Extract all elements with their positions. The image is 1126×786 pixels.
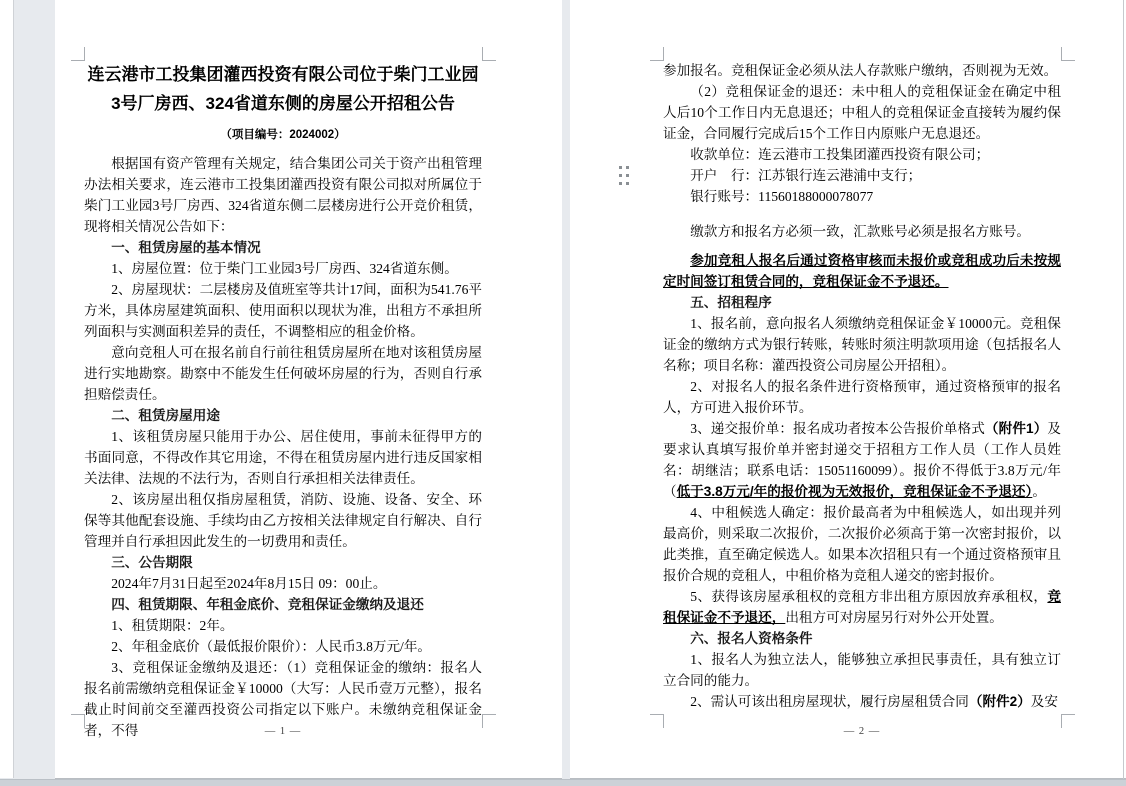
text-run: 六、报名人资格条件 <box>690 631 813 646</box>
text-run: 1、报名人为独立法人，能够独立承担民事责任，具有独立订立合同的能力。 <box>663 652 1061 688</box>
text-run: 缴款方和报名方必须一致，汇款账号必须是报名方账号。 <box>690 224 1031 239</box>
paragraph[interactable] <box>663 186 1061 207</box>
paragraph[interactable] <box>84 258 482 279</box>
margin-corner-mark <box>650 47 664 61</box>
paragraph[interactable] <box>663 502 1061 586</box>
margin-corner-mark <box>71 47 85 61</box>
text-run: 5、获得该房屋承租权的竞租方非出租方原因放弃承租权， <box>690 589 1048 604</box>
paragraph[interactable] <box>84 636 482 657</box>
text-run: 及安 <box>1030 694 1058 709</box>
text-run: 1、该租赁房屋只能用于办公、居住使用，事前未征得甲方的书面同意，不得改作其它用途，不得在租赁房屋内进行违反国家相关法律、法规的不法行为，否则自行承担相关法律责任。 <box>84 429 482 486</box>
text-run: （项目编号：2024002） <box>220 129 346 141</box>
document-page-1 <box>55 0 562 779</box>
margin-corner-mark <box>1061 47 1075 61</box>
paragraph[interactable] <box>663 60 1061 81</box>
paragraph[interactable] <box>663 418 1061 502</box>
collapsed-pane-edge <box>0 0 14 778</box>
text-run: 2、对报名人的报名条件进行资格预审，通过资格预审的报名人，方可进入报价环节。 <box>663 379 1061 415</box>
text-run: 3、递交报价单：报名成功者按本公告报价单格式 <box>690 421 985 436</box>
text-run: 参加竞租人报名后通过资格审核而未报价或竞租成功后未按规定时间签订租赁合同的，竞租保证金不予退还。 <box>663 253 1061 289</box>
paragraph[interactable] <box>663 81 1061 144</box>
text-run: 收款单位：连云港市工投集团灌西投资有限公司； <box>690 147 990 162</box>
text-run: 竞租保证金不予退还， <box>663 589 1061 625</box>
text-run: 参加报名。竞租保证金必须从法人存款账户缴纳，否则视为无效。 <box>663 63 1058 78</box>
text-run: 开户 行：江苏银行连云港浦中支行； <box>690 168 922 183</box>
text-run: 低于3.8万元/年的报价视为无效报价，竞租保证金不予退还） <box>676 484 1033 499</box>
paragraph[interactable] <box>84 405 482 426</box>
paragraph[interactable] <box>84 594 482 615</box>
paragraph[interactable] <box>663 649 1061 691</box>
paragraph[interactable] <box>84 127 482 143</box>
text-run: （附件1） <box>984 421 1048 436</box>
text-run: 五、招租程序 <box>690 295 772 310</box>
text-run: 1、报名前，意向报名人须缴纳竞租保证金￥10000元。竞租保证金的缴纳方式为银行转账，转账时须注明款项用途（包括报名人名称；项目名称：灌西投资公司房屋公开招租）。 <box>663 316 1061 373</box>
paragraph[interactable] <box>84 552 482 573</box>
text-run: 三、公告期限 <box>111 555 193 570</box>
paragraph[interactable] <box>84 615 482 636</box>
text-run: 1、租赁期限：2年。 <box>111 618 234 633</box>
window-border <box>1123 0 1124 779</box>
page-content[interactable] <box>84 58 482 741</box>
margin-corner-mark <box>71 714 85 728</box>
text-run: 四、租赁期限、年租金底价、竞租保证金缴纳及退还 <box>111 597 424 612</box>
paragraph[interactable] <box>84 426 482 489</box>
margin-corner-mark <box>482 714 496 728</box>
paragraph[interactable] <box>84 279 482 342</box>
text-run: 3、竞租保证金缴纳及退还：（1）竞租保证金的缴纳：报名人报名前需缴纳竞租保证金￥10000（大写：人民币壹万元整），报名截止时间前交至灌西投资公司指定以下账户。未缴纳竞租保证金者，不得 <box>84 660 482 738</box>
paragraph[interactable] <box>84 342 482 405</box>
page-number: — 2 — <box>843 726 881 737</box>
drag-handle-icon[interactable] <box>619 166 629 185</box>
text-run: （2）竞租保证金的退还：未中租人的竞租保证金在确定中租人后10个工作日内无息退还；中租人的竞租保证金直接转为履约保证金，合同履行完成后15个工作日内原账户无息退还。 <box>663 84 1061 141</box>
text-run: 出租方可对房屋另行对外公开处置。 <box>785 610 1003 625</box>
paragraph[interactable] <box>84 573 482 594</box>
text-run: 2、需认可该出租房屋现状，履行房屋租赁合同 <box>690 694 969 709</box>
text-run: 根据国有资产管理有关规定，结合集团公司关于资产出租管理办法相关要求，连云港市工投集团灌西投资有限公司拟对所属位于柴门工业园3号厂房西、324省道东侧二层楼房进行公开竞价租赁，现将相关情况公告如下： <box>84 156 482 234</box>
paragraph[interactable] <box>663 292 1061 313</box>
paragraph[interactable] <box>663 250 1061 292</box>
paragraph[interactable] <box>663 376 1061 418</box>
paragraph[interactable] <box>663 691 1061 712</box>
margin-corner-mark <box>1061 714 1075 728</box>
text-run: 及要求认真填写报价单并密封递交于招租方工作人员（工作人员姓名：胡继洁；联系电话：15051160099）。报价不得低于3.8万元/年（ <box>663 421 1062 499</box>
text-run: 2、年租金底价（最低报价限价）：人民币3.8万元/年。 <box>111 639 432 654</box>
paragraph[interactable] <box>663 221 1061 242</box>
paragraph[interactable] <box>84 153 482 237</box>
text-run: 。 <box>1032 484 1046 499</box>
paragraph[interactable] <box>84 237 482 258</box>
paragraph[interactable] <box>84 489 482 552</box>
paragraph[interactable] <box>663 313 1061 376</box>
paragraph[interactable] <box>663 165 1061 186</box>
margin-corner-mark <box>650 714 664 728</box>
text-run: 2024年7月31日起至2024年8月15日 09：00止。 <box>111 576 387 591</box>
paragraph[interactable] <box>663 628 1061 649</box>
text-run: 银行账号：11560188000078077 <box>690 189 874 204</box>
margin-corner-mark <box>482 47 496 61</box>
text-run: 一、租赁房屋的基本情况 <box>111 240 261 255</box>
text-run: 意向竞租人可在报名前自行前往租赁房屋所在地对该租赁房屋进行实地勘察。勘察中不能发生任何破坏房屋的行为，否则自行承担赔偿责任。 <box>84 345 482 402</box>
paragraph[interactable] <box>663 144 1061 165</box>
paragraph[interactable] <box>663 586 1061 628</box>
page-content[interactable] <box>663 60 1061 712</box>
text-run: 二、租赁房屋用途 <box>111 408 220 423</box>
page-number: — 1 — <box>264 726 302 737</box>
text-run: 2、该房屋出租仅指房屋租赁，消防、设施、设备、安全、环保等其他配套设施、手续均由乙方按相关法律规定自行解决、自行管理并自行承担因此发生的一切费用和责任。 <box>84 492 482 549</box>
text-run: 2、房屋现状：二层楼房及值班室等共计17间，面积为541.76平方米，具体房屋建筑面积、使用面积以现状为准，出租方不承担所列面积与实测面积差异的责任，不调整相应的租金价格。 <box>84 282 482 339</box>
text-run: 连云港市工投集团灌西投资有限公司位于柴门工业园 <box>87 65 479 84</box>
paragraph[interactable] <box>84 60 482 118</box>
text-run: 1、房屋位置：位于柴门工业园3号厂房西、324省道东侧。 <box>111 261 458 276</box>
document-page-2 <box>570 0 1126 779</box>
text-run: （附件2） <box>968 694 1031 709</box>
text-run: 3号厂房西、324省道东侧的房屋公开招租公告 <box>111 94 455 113</box>
text-run: 4、中租候选人确定：报价最高者为中租候选人，如出现并列最高价，则采取二次报价，二次报价必须高于第一次密封报价，以此类推，直至确定候选人。如果本次招租只有一个通过资格预审且报价合规的竞租人，中租价格为竞租人递交的密封报价。 <box>663 505 1061 583</box>
